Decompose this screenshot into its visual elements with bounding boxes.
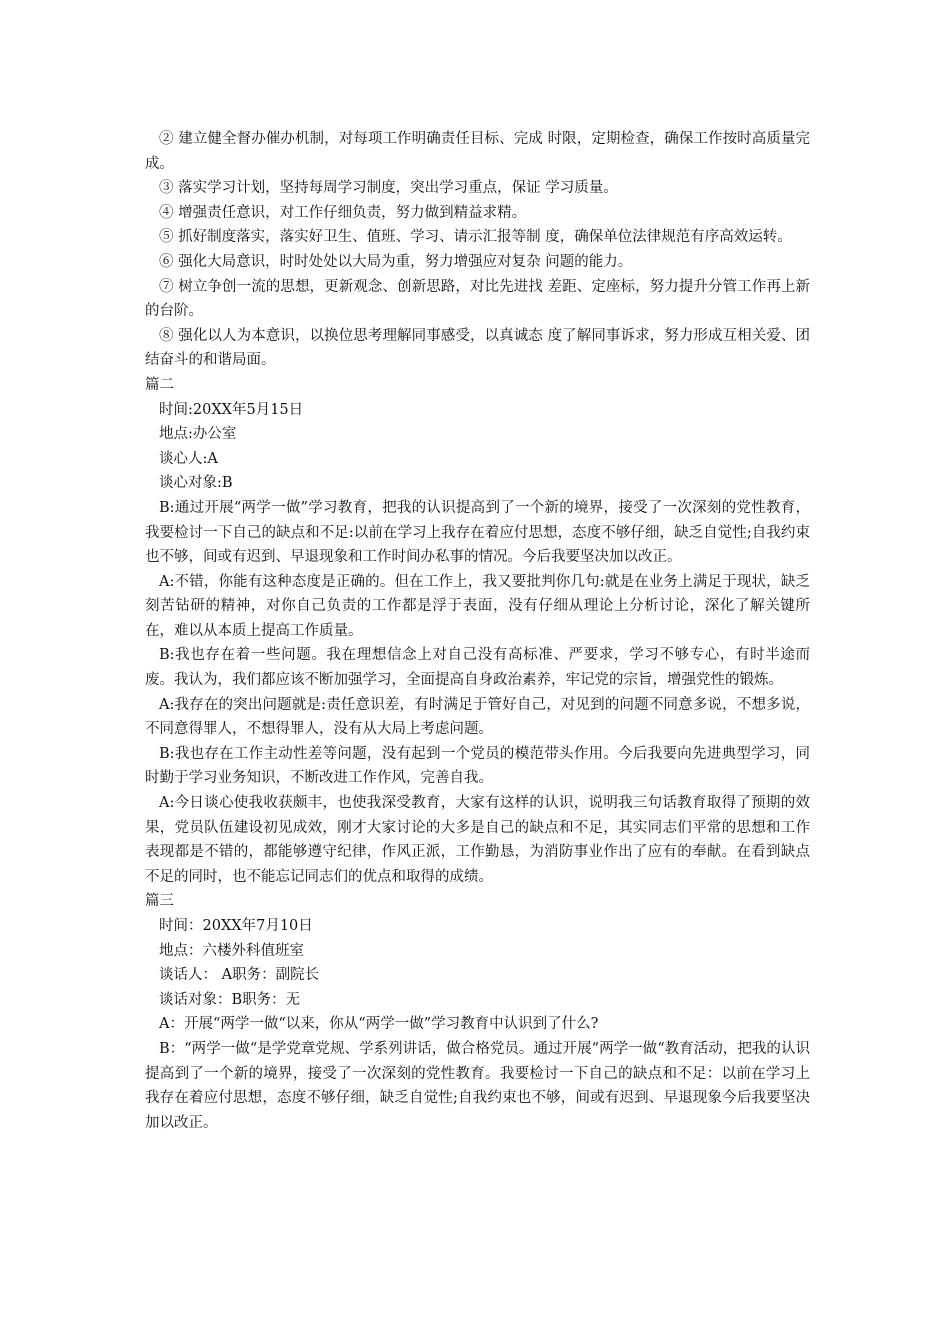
dialog-paragraph: B：“两学一做“是学党章党规、学系列讲话，做合格党员。通过开展“两学一做“教育活动，把我的认识提高到了一个新的境界，接受了一次深刻的党性教育。我要检讨一下自己的缺点和不足：以前在学习上我存在着应付思想，态度不够仔细，缺乏自觉性;自我约束也不够，间或有迟到、早退现象今后我要坚决加以改正。 bbox=[145, 1040, 810, 1131]
dialog-paragraph: B:通过开展“两学一做”学习教育，把我的认识提高到了一个新的境界，接受了一次深刻的党性教育，我要检讨一下自己的缺点和不足:以前在学习上我存在着应付思想，态度不够仔细，缺乏自觉性;自我约束也不够，间或有迟到、早退现象和工作时间办私事的情况。今后我要坚决加以改正。 bbox=[145, 499, 810, 566]
list-item: ⑥ 强化大局意识，时时处处以大局为重，努力增强应对复杂 问题的能力。 bbox=[159, 253, 633, 270]
dialog-paragraph: A:我存在的突出问题就是:责任意识差，有时满足于管好自己，对见到的问题不同意多说，不想多说，不同意得罪人，不想得罪人，没有从大局上考虑问题。 bbox=[145, 696, 810, 738]
meeting-time: 时间:20XX年5月15日 bbox=[159, 401, 304, 418]
meeting-target: 谈心对象:B bbox=[159, 475, 233, 492]
meeting-time: 时间：20XX年7月10日 bbox=[159, 918, 313, 934]
meeting-place: 地点:办公室 bbox=[159, 426, 237, 443]
section-1-items bbox=[145, 127, 810, 373]
list-item: ⑦ 树立争创一流的思想，更新观念、创新思路，对比先进找 差距、定座标，努力提升分管工作再上新的台阶。 bbox=[145, 278, 810, 320]
dialog-paragraph: A:不错，你能有这种态度是正确的。但在工作上，我又要批判你几句:就是在业务上满足于现状，缺乏刻苦钻研的精神，对你自己负责的工作都是浮于表面，没有仔细从理论上分析讨论，深化了解关键所在，难以从本质上提高工作质量。 bbox=[145, 573, 810, 639]
section-heading: 篇三 bbox=[145, 893, 174, 910]
section-3 bbox=[145, 889, 810, 1135]
section-heading: 篇二 bbox=[145, 376, 174, 393]
document-page bbox=[145, 127, 810, 1135]
list-item: ③ 落实学习计划，坚持每周学习制度，突出学习重点，保证 学习质量。 bbox=[159, 180, 618, 197]
list-item: ② 建立健全督办催办机制，对每项工作明确责任目标、完成 时限，定期检查，确保工作按时高质量完成。 bbox=[145, 131, 810, 172]
meeting-target: 谈话对象：B职务：无 bbox=[159, 991, 301, 1008]
section-2 bbox=[145, 373, 810, 889]
meeting-place: 地点：六楼外科值班室 bbox=[159, 942, 304, 959]
dialog-paragraph: A：开展“两学一做“以来，你从“两学一做”学习教育中认识到了什么? bbox=[159, 1016, 599, 1033]
dialog-paragraph: A:今日谈心使我收获颇丰，也使我深受教育，大家有这样的认识，说明我三句话教育取得了预期的效果，党员队伍建设初见成效，刚才大家讨论的大多是自己的缺点和不足，其实同志们平常的思想和工作表现都是不错的，都能够遵守纪律，作风正派，工作勤恳，为消防事业作出了应有的奉献。在看到缺点不足的同时，也不能忘记同志们的优点和取得的成绩。 bbox=[145, 795, 810, 885]
meeting-talker: 谈心人:A bbox=[159, 450, 218, 467]
list-item: ④ 增强责任意识，对工作仔细负责，努力做到精益求精。 bbox=[159, 204, 527, 221]
dialog-paragraph: B:我也存在工作主动性差等问题，没有起到一个党员的模范带头作用。今后我要向先进典型学习，同时勤于学习业务知识，不断改进工作作风，完善自我。 bbox=[145, 745, 810, 787]
list-item: ⑤ 抓好制度落实，落实好卫生、值班、学习、请示汇报等制 度，确保单位法律规范有序高效运转。 bbox=[159, 229, 792, 246]
dialog-paragraph: B:我也存在着一些问题。我在理想信念上对自己没有高标准、严要求，学习不够专心，有时半途而废。我认为，我们都应该不断加强学习，全面提高自身政治素养，牢记党的宗旨，增强党性的锻炼。 bbox=[145, 647, 810, 689]
meeting-talker: 谈话人： A职务：副院长 bbox=[159, 967, 320, 984]
list-item: ⑧ 强化以人为本意识，以换位思考理解同事感受，以真诚态 度了解同事诉求，努力形成互相关爱、团结奋斗的和谐局面。 bbox=[145, 327, 810, 369]
